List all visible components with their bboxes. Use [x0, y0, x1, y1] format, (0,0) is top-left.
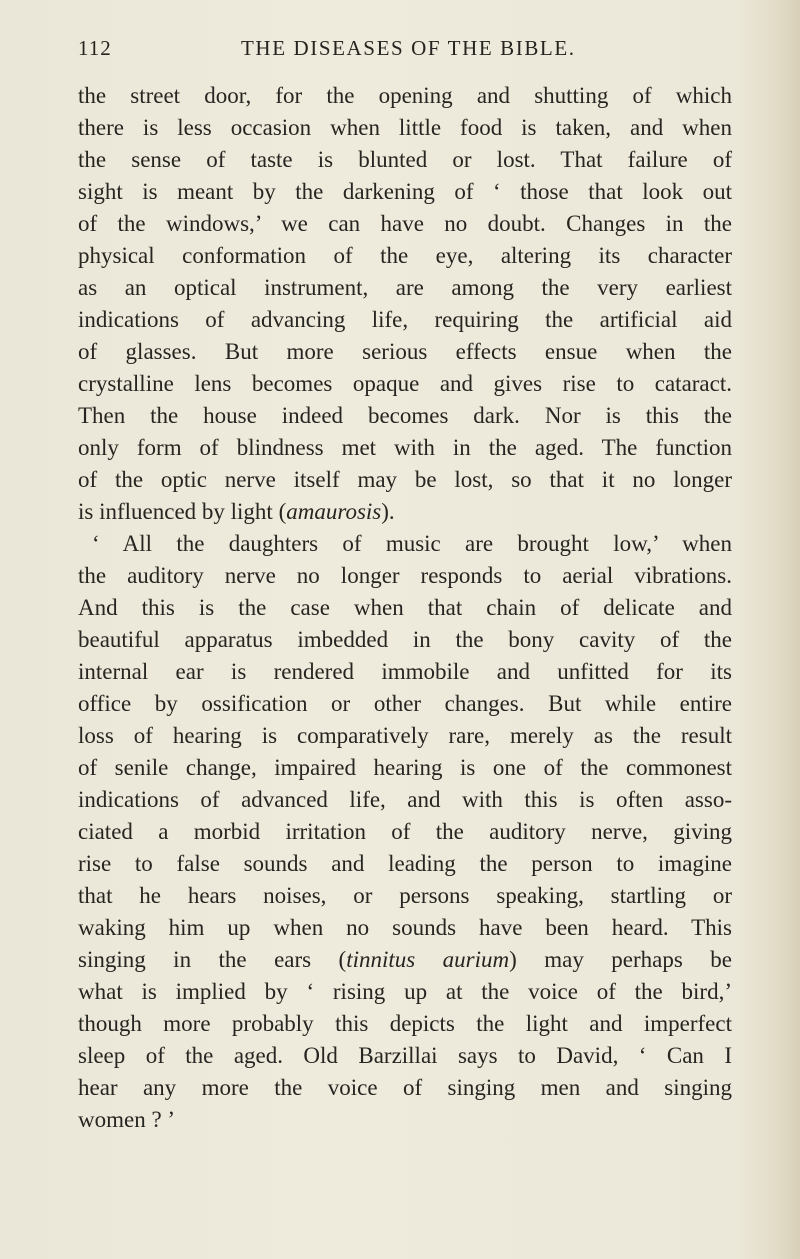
line-text: ).	[381, 499, 395, 524]
line-text: ‘ All the daughters of music are brought low,’ when	[92, 531, 732, 556]
line-text: of the optic nerve itself may be lost, so that it no longer	[78, 467, 732, 492]
text-line	[78, 1008, 732, 1040]
line-text: waking him up when no sounds have been heard. This	[78, 915, 732, 940]
line-text: singing in the ears (	[78, 947, 347, 972]
line-text: of senile change, impaired hearing is one of the commonest	[78, 755, 732, 780]
line-text: what is implied by ‘ rising up at the voice of the bird,’	[78, 979, 732, 1004]
italic-term: tinnitus aurium	[346, 947, 510, 972]
text-line	[78, 752, 732, 784]
text-line	[78, 720, 732, 752]
text-line	[78, 912, 732, 944]
text-line	[78, 336, 732, 368]
line-text: sleep of the aged. Old Barzillai says to David, ‘ Can I	[78, 1043, 732, 1068]
text-line	[78, 208, 732, 240]
text-line	[78, 1072, 732, 1104]
body-text	[78, 80, 732, 1136]
line-text: is influenced by light (	[78, 499, 287, 524]
text-line	[78, 656, 732, 688]
text-line	[78, 464, 732, 496]
line-text: crystalline lens becomes opaque and gives rise to cataract.	[78, 371, 732, 396]
line-text: hear any more the voice of singing men and singing	[78, 1075, 732, 1100]
line-text: indications of advanced life, and with this is often asso-	[78, 787, 732, 812]
line-text: only form of blindness met with in the aged. The function	[78, 435, 732, 460]
text-line	[78, 240, 732, 272]
line-text: women ? ’	[78, 1107, 176, 1132]
italic-term: amaurosis	[286, 499, 382, 524]
line-text: indications of advancing life, requiring the artificial aid	[78, 307, 732, 332]
text-line	[78, 112, 732, 144]
text-line	[78, 528, 732, 560]
line-text: ciated a morbid irritation of the auditory nerve, giving	[78, 819, 732, 844]
text-line	[78, 624, 732, 656]
text-line	[78, 848, 732, 880]
text-line	[78, 400, 732, 432]
line-text: beautiful apparatus imbedded in the bony cavity of the	[78, 627, 732, 652]
line-text: the street door, for the opening and shutting of which	[78, 83, 732, 108]
text-line	[78, 1040, 732, 1072]
text-line	[78, 144, 732, 176]
text-line	[78, 80, 732, 112]
page-number: 112	[78, 36, 112, 60]
text-line	[78, 688, 732, 720]
line-text: internal ear is rendered immobile and unfitted for its	[78, 659, 732, 684]
line-text: Then the house indeed becomes dark. Nor is this the	[78, 403, 732, 428]
line-text: the auditory nerve no longer responds to aerial vibrations.	[78, 563, 732, 588]
running-title: THE DISEASES OF THE BIBLE.	[241, 36, 576, 60]
text-line	[78, 880, 732, 912]
text-line	[78, 560, 732, 592]
line-text: there is less occasion when little food is taken, and when	[78, 115, 732, 140]
line-text: sight is meant by the darkening of ‘ those that look out	[78, 179, 732, 204]
text-line	[78, 176, 732, 208]
line-text: physical conformation of the eye, altering its character	[78, 243, 732, 268]
line-text: loss of hearing is comparatively rare, merely as the result	[78, 723, 732, 748]
text-line	[78, 304, 732, 336]
line-text: rise to false sounds and leading the person to imagine	[78, 851, 732, 876]
text-line	[78, 816, 732, 848]
line-text: of glasses. But more serious effects ensue when the	[78, 339, 732, 364]
text-line	[78, 496, 732, 528]
text-line	[78, 592, 732, 624]
line-text: And this is the case when that chain of delicate and	[78, 595, 732, 620]
text-line	[78, 976, 732, 1008]
line-text: that he hears noises, or persons speaking, startling or	[78, 883, 732, 908]
line-text: office by ossification or other changes. But while entire	[78, 691, 732, 716]
line-text: the sense of taste is blunted or lost. That failure of	[78, 147, 732, 172]
text-line	[78, 432, 732, 464]
text-line	[78, 784, 732, 816]
text-line	[78, 1104, 732, 1136]
text-line	[78, 272, 732, 304]
line-text: of the windows,’ we can have no doubt. Changes in the	[78, 211, 732, 236]
text-line	[78, 944, 732, 976]
line-text: though more probably this depicts the light and imperfect	[78, 1011, 732, 1036]
text-line	[78, 368, 732, 400]
running-head	[78, 30, 722, 66]
line-text: as an optical instrument, are among the very earliest	[78, 275, 732, 300]
line-text: ) may perhaps be	[509, 947, 732, 972]
